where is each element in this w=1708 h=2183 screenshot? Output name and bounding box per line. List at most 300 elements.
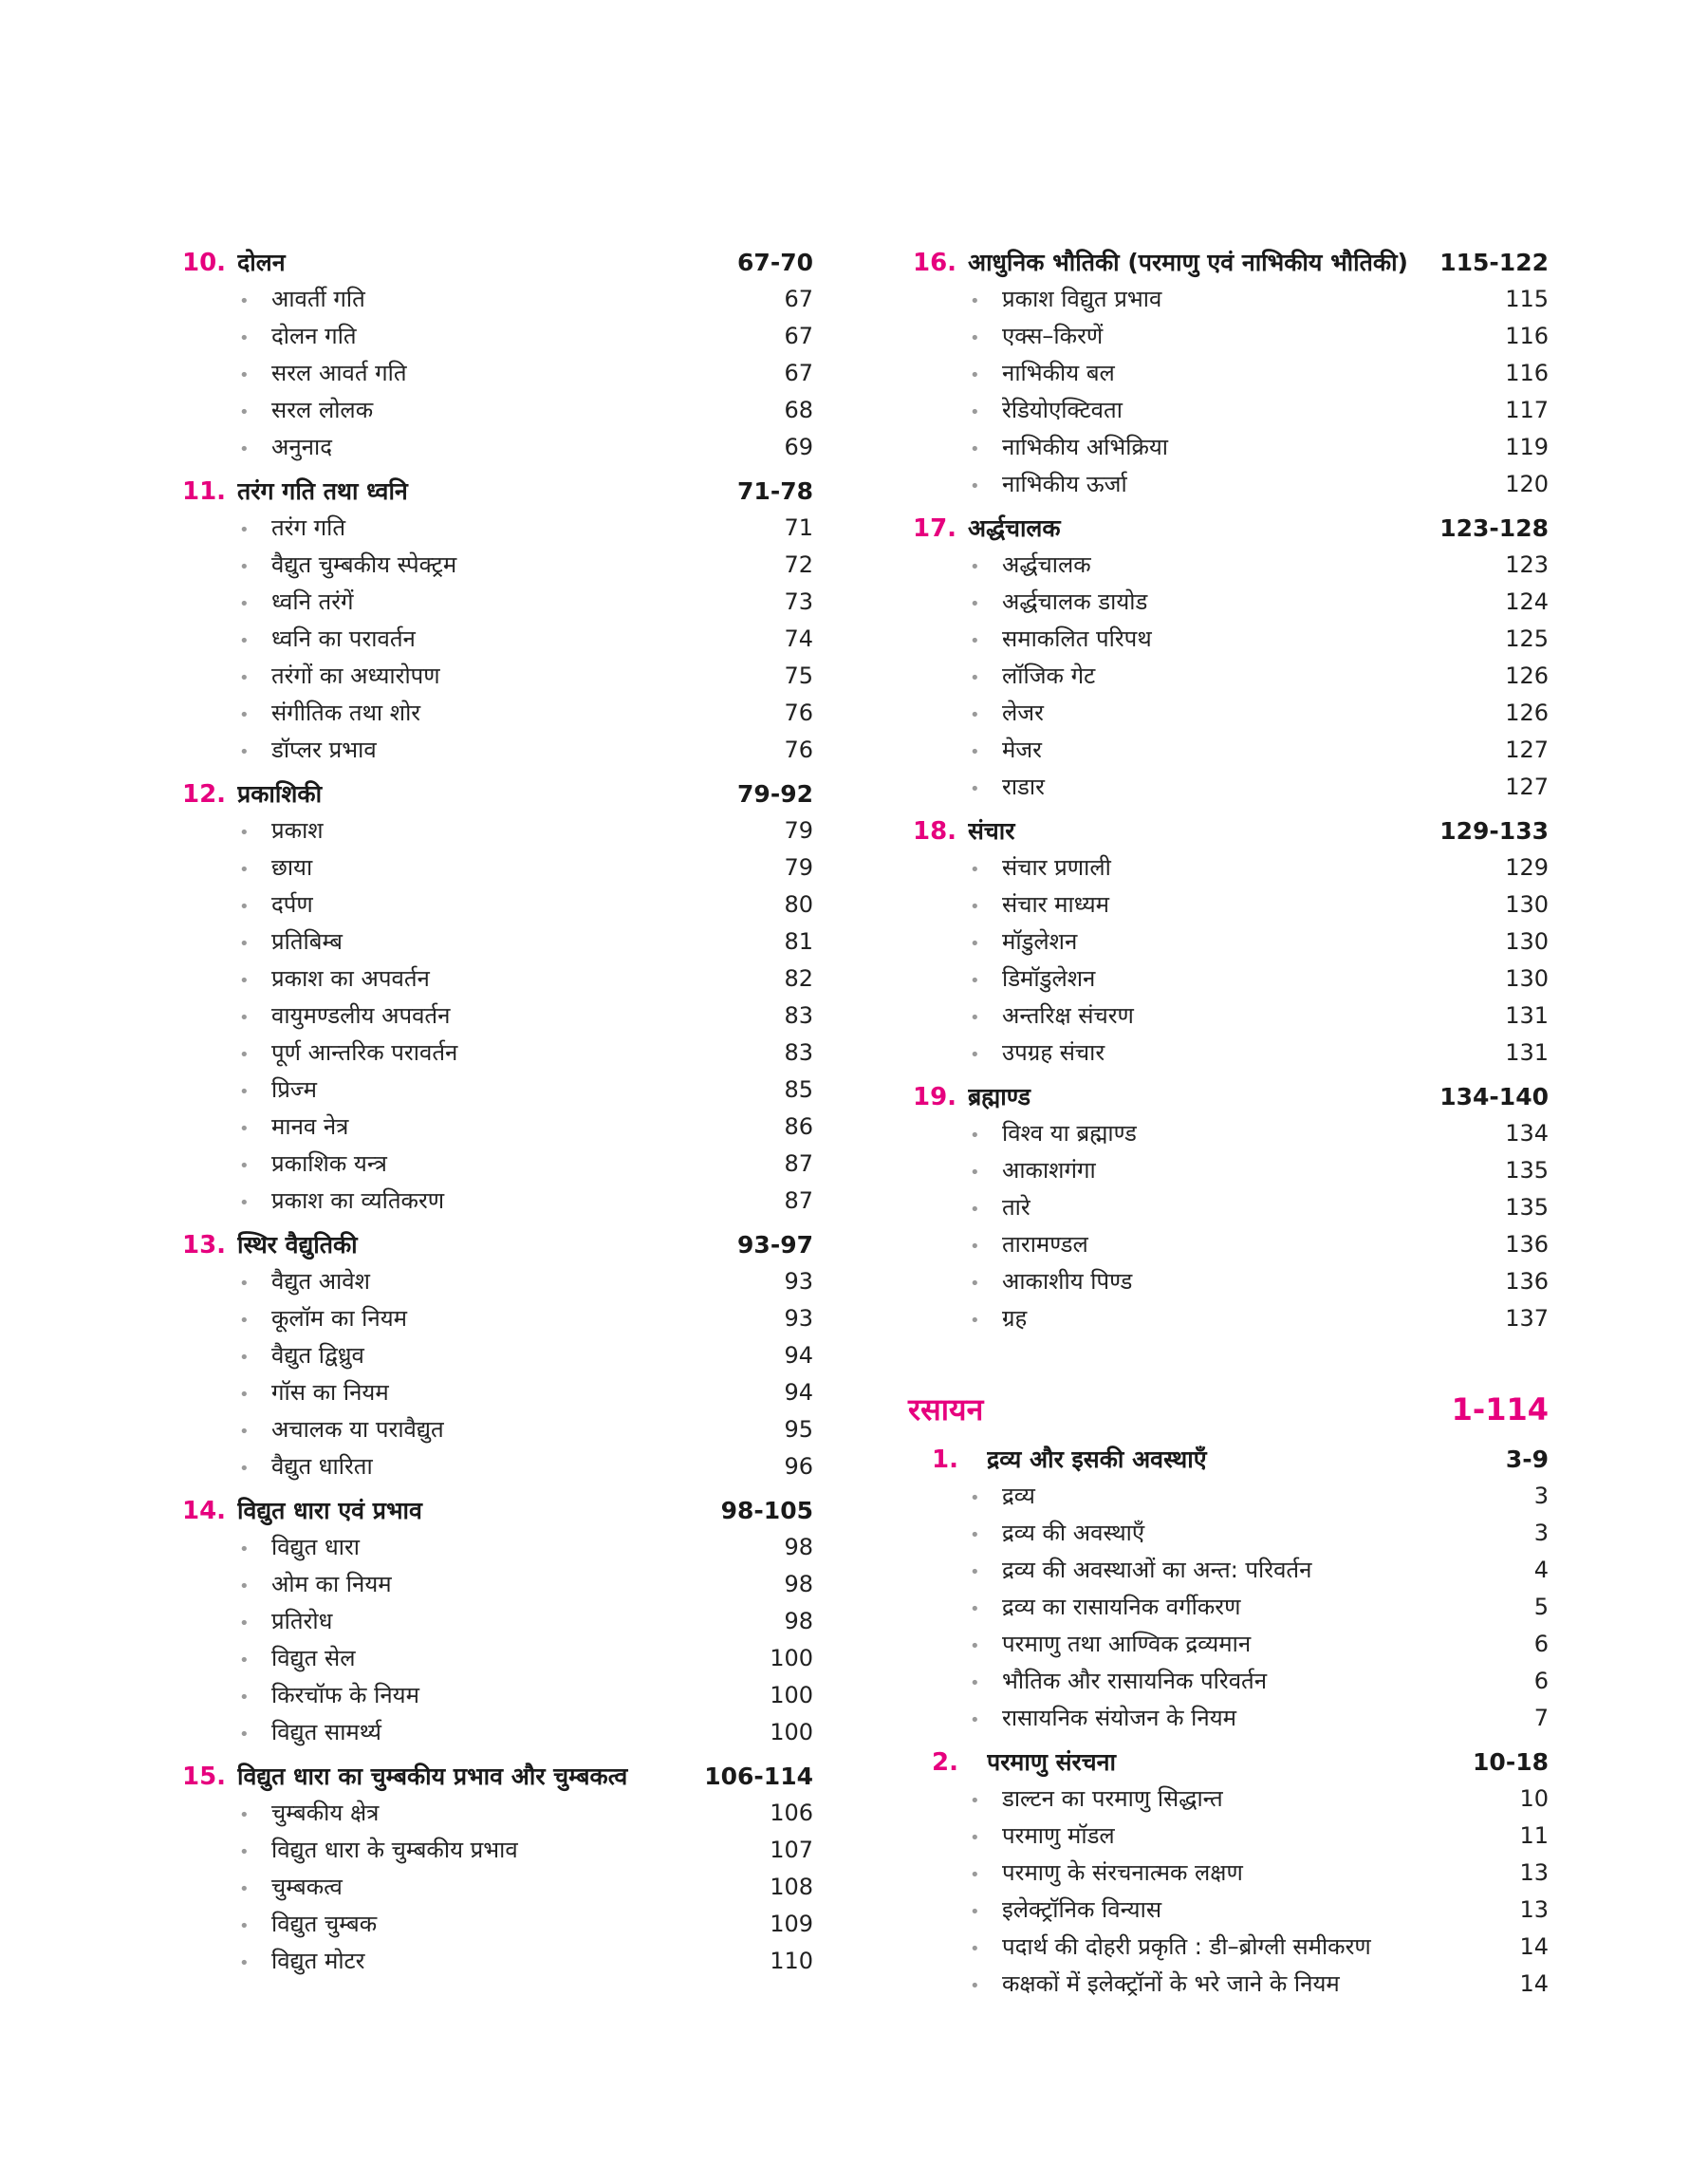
toc-item[interactable] <box>913 1700 1549 1737</box>
toc-item-page: 100 <box>770 1719 813 1745</box>
toc-item[interactable] <box>913 1478 1549 1515</box>
chapter-number: 18. <box>913 817 957 846</box>
chapter-number: 14. <box>182 1497 227 1525</box>
toc-item[interactable] <box>182 392 813 429</box>
toc-item[interactable] <box>182 510 813 547</box>
bullet-icon: • <box>239 1879 250 1899</box>
bullet-icon: • <box>970 1791 980 1811</box>
toc-item[interactable] <box>182 1374 813 1411</box>
bullet-icon: • <box>970 1126 980 1146</box>
chapter-pages: 106-114 <box>704 1763 813 1790</box>
toc-item[interactable] <box>913 1189 1549 1226</box>
bullet-icon: • <box>239 1119 250 1139</box>
toc-item-page: 75 <box>784 662 813 689</box>
toc-item[interactable] <box>182 1566 813 1603</box>
toc-item[interactable] <box>913 1663 1549 1700</box>
toc-item-page: 119 <box>1505 434 1549 460</box>
toc-item[interactable] <box>913 355 1549 392</box>
bullet-icon: • <box>239 934 250 954</box>
toc-item[interactable] <box>182 1263 813 1300</box>
toc-item[interactable] <box>182 1300 813 1337</box>
chapter-pages: 115-122 <box>1439 249 1549 276</box>
toc-item-page: 80 <box>784 891 813 918</box>
toc-item-page: 79 <box>784 854 813 881</box>
bullet-icon: • <box>970 1163 980 1183</box>
toc-item[interactable] <box>913 1152 1549 1189</box>
toc-item-page: 106 <box>770 1800 813 1826</box>
toc-item-page: 11 <box>1519 1822 1549 1849</box>
toc-item-page: 83 <box>784 1002 813 1029</box>
bullet-icon: • <box>239 402 250 422</box>
toc-item[interactable] <box>913 924 1549 961</box>
bullet-icon: • <box>970 934 980 954</box>
toc-item-page: 126 <box>1505 662 1549 689</box>
toc-item-page: 120 <box>1505 471 1549 497</box>
toc-item[interactable] <box>913 466 1549 503</box>
chapter-pages: 71-78 <box>737 477 813 505</box>
toc-item-title: नाभिकीय अभिक्रिया <box>1002 434 1169 460</box>
toc-item-title: विद्युत सामर्थ्य <box>271 1719 381 1745</box>
bullet-icon: • <box>970 476 980 496</box>
toc-item-title: द्रव्य <box>1002 1483 1035 1509</box>
toc-item[interactable] <box>182 1906 813 1943</box>
toc-item[interactable] <box>913 1855 1549 1892</box>
toc-item-title: विद्युत सेल <box>271 1645 356 1671</box>
toc-item[interactable] <box>182 998 813 1035</box>
section-pages: 1-114 <box>1451 1391 1549 1427</box>
bullet-icon: • <box>239 594 250 614</box>
toc-item-page: 136 <box>1505 1231 1549 1258</box>
toc-item[interactable] <box>913 584 1549 621</box>
toc-item-title: कक्षकों में इलेक्ट्रॉनों के भरे जाने के नियम <box>1002 1970 1340 1997</box>
bullet-icon: • <box>239 1311 250 1331</box>
toc-item-page: 87 <box>784 1187 813 1214</box>
toc-item-title: तरंगों का अध्यारोपण <box>271 662 440 689</box>
toc-item-title: मानव नेत्र <box>271 1113 349 1140</box>
toc-item[interactable] <box>913 1929 1549 1966</box>
toc-item-page: 100 <box>770 1645 813 1671</box>
chapter-title: तरंग गति तथा ध्वनि <box>237 477 408 505</box>
toc-item-page: 76 <box>784 700 813 726</box>
toc-item-page: 134 <box>1505 1120 1549 1147</box>
toc-item-page: 71 <box>784 514 813 541</box>
toc-item-title: छाया <box>271 854 313 881</box>
toc-item-page: 68 <box>784 397 813 423</box>
toc-item-title: इलेक्ट्रॉनिक विन्यास <box>1002 1896 1162 1923</box>
toc-item-page: 130 <box>1505 965 1549 992</box>
chapter-number: 12. <box>182 780 227 809</box>
section-heading[interactable] <box>908 1385 1549 1434</box>
toc-item-page: 110 <box>770 1948 813 1974</box>
bullet-icon: • <box>970 1865 980 1885</box>
bullet-icon: • <box>239 1805 250 1825</box>
toc-item-title: डिमॉडुलेशन <box>1002 965 1096 992</box>
bullet-icon: • <box>239 439 250 459</box>
toc-item[interactable] <box>182 961 813 998</box>
chapter-pages: 129-133 <box>1439 817 1549 845</box>
toc-item-page: 85 <box>784 1076 813 1103</box>
bullet-icon: • <box>970 557 980 577</box>
toc-item[interactable] <box>182 1072 813 1109</box>
toc-item-title: तरंग गति <box>271 514 346 541</box>
toc-item[interactable] <box>182 1943 813 1980</box>
bullet-icon: • <box>970 1200 980 1220</box>
toc-item[interactable] <box>913 961 1549 998</box>
chapter-number: 1. <box>932 1446 958 1474</box>
chapter-pages: 79-92 <box>737 780 813 808</box>
bullet-icon: • <box>239 328 250 348</box>
toc-item[interactable] <box>913 998 1549 1035</box>
toc-item[interactable] <box>182 1183 813 1220</box>
bullet-icon: • <box>239 1348 250 1368</box>
toc-item-title: द्रव्य की अवस्थाएँ <box>1002 1520 1145 1546</box>
toc-item-title: दोलन गति <box>271 323 357 349</box>
toc-item-page: 87 <box>784 1150 813 1177</box>
toc-item[interactable] <box>913 769 1549 806</box>
chapter-heading[interactable] <box>913 813 1549 849</box>
toc-item-title: अर्द्धचालक <box>1002 551 1091 578</box>
toc-item-title: सरल लोलक <box>271 397 374 423</box>
toc-item-page: 131 <box>1505 1002 1549 1029</box>
toc-item-page: 127 <box>1505 774 1549 800</box>
toc-item-page: 94 <box>784 1342 813 1369</box>
toc-item-title: लॉजिक गेट <box>1002 662 1096 689</box>
toc-item-page: 123 <box>1505 551 1549 578</box>
bullet-icon: • <box>970 291 980 311</box>
chapter-pages: 98-105 <box>720 1497 813 1524</box>
toc-item[interactable] <box>913 732 1549 769</box>
toc-item-title: वैद्युत चुम्बकीय स्पेक्ट्रम <box>271 551 457 578</box>
toc-item-title: प्रकाश विद्युत प्रभाव <box>1002 286 1162 312</box>
chapter-number: 13. <box>182 1231 227 1259</box>
toc-item[interactable] <box>913 1515 1549 1552</box>
bullet-icon: • <box>239 631 250 651</box>
bullet-icon: • <box>239 1274 250 1294</box>
toc-item-title: ध्वनि का परावर्तन <box>271 625 416 652</box>
toc-item-title: अनुनाद <box>271 434 332 460</box>
bullet-icon: • <box>239 1688 250 1707</box>
toc-item-title: चुम्बकीय क्षेत्र <box>271 1800 380 1826</box>
toc-item[interactable] <box>182 1109 813 1146</box>
toc-item[interactable] <box>182 1603 813 1640</box>
bullet-icon: • <box>239 1725 250 1745</box>
toc-item[interactable] <box>913 1589 1549 1626</box>
toc-item-page: 129 <box>1505 854 1549 881</box>
toc-item-title: पूर्ण आन्तरिक परावर्तन <box>271 1039 458 1066</box>
bullet-icon: • <box>239 520 250 540</box>
bullet-icon: • <box>239 897 250 917</box>
bullet-icon: • <box>970 1673 980 1693</box>
bullet-icon: • <box>239 1651 250 1670</box>
chapter-pages: 67-70 <box>737 249 813 276</box>
chapter-pages: 3-9 <box>1505 1446 1549 1473</box>
toc-item-page: 135 <box>1505 1194 1549 1221</box>
toc-item[interactable] <box>182 1832 813 1869</box>
toc-item-title: प्रकाश का अपवर्तन <box>271 965 430 992</box>
toc-item-title: कूलॉम का नियम <box>271 1305 407 1332</box>
bullet-icon: • <box>970 365 980 385</box>
chapter-number: 15. <box>182 1763 227 1791</box>
toc-item-page: 98 <box>784 1534 813 1560</box>
toc-item-page: 6 <box>1533 1631 1549 1657</box>
toc-item-page: 127 <box>1505 737 1549 763</box>
toc-item-page: 93 <box>784 1268 813 1295</box>
toc-item[interactable] <box>182 658 813 695</box>
toc-item-title: समाकलित परिपथ <box>1002 625 1152 652</box>
toc-item[interactable] <box>913 886 1549 924</box>
toc-item[interactable] <box>913 1552 1549 1589</box>
chapter-heading[interactable] <box>913 245 1549 281</box>
bullet-icon: • <box>239 668 250 688</box>
toc-item[interactable] <box>182 695 813 732</box>
chapter-title: स्थिर वैद्युतिकी <box>237 1231 358 1259</box>
toc-item[interactable] <box>913 1966 1549 2003</box>
bullet-icon: • <box>239 742 250 762</box>
toc-item-page: 74 <box>784 625 813 652</box>
toc-item-title: पदार्थ की दोहरी प्रकृति : डी–ब्रोग्ली समीकरण <box>1002 1933 1371 1960</box>
bullet-icon: • <box>970 402 980 422</box>
bullet-icon: • <box>239 291 250 311</box>
bullet-icon: • <box>239 1193 250 1213</box>
toc-item[interactable] <box>913 1818 1549 1855</box>
toc-item-title: मॉडुलेशन <box>1002 928 1078 955</box>
bullet-icon: • <box>239 557 250 577</box>
bullet-icon: • <box>970 1045 980 1065</box>
bullet-icon: • <box>970 631 980 651</box>
toc-item[interactable] <box>182 1529 813 1566</box>
toc-item[interactable] <box>913 695 1549 732</box>
toc-item[interactable] <box>182 429 813 466</box>
bullet-icon: • <box>239 1539 250 1559</box>
toc-item[interactable] <box>182 732 813 769</box>
toc-item[interactable] <box>182 886 813 924</box>
bullet-icon: • <box>970 1599 980 1619</box>
toc-item-title: अचालक या परावैद्युत <box>271 1416 444 1443</box>
toc-item-page: 13 <box>1519 1896 1549 1923</box>
chapter-heading[interactable] <box>913 1442 1549 1478</box>
toc-item[interactable] <box>182 1146 813 1183</box>
bullet-icon: • <box>970 1902 980 1922</box>
toc-item-page: 96 <box>784 1453 813 1480</box>
toc-item[interactable] <box>913 1626 1549 1663</box>
bullet-icon: • <box>239 1916 250 1936</box>
chapter-heading[interactable] <box>913 1745 1549 1781</box>
toc-item[interactable] <box>182 621 813 658</box>
toc-item[interactable] <box>182 1448 813 1485</box>
chapter-heading[interactable] <box>182 474 813 510</box>
toc-item-title: आकाशगंगा <box>1002 1157 1096 1184</box>
toc-item-page: 135 <box>1505 1157 1549 1184</box>
toc-item[interactable] <box>182 1677 813 1714</box>
bullet-icon: • <box>970 705 980 725</box>
toc-item[interactable] <box>913 429 1549 466</box>
toc-item-page: 98 <box>784 1571 813 1597</box>
toc-item-title: नाभिकीय बल <box>1002 360 1115 386</box>
toc-item-title: संगीतिक तथा शोर <box>271 700 421 726</box>
toc-item[interactable] <box>182 1411 813 1448</box>
toc-item-page: 116 <box>1505 323 1549 349</box>
toc-item-title: आकाशीय पिण्ड <box>1002 1268 1133 1295</box>
toc-item-title: विद्युत धारा <box>271 1534 360 1560</box>
bullet-icon: • <box>970 328 980 348</box>
toc-item-page: 86 <box>784 1113 813 1140</box>
toc-item-page: 69 <box>784 434 813 460</box>
toc-item[interactable] <box>913 281 1549 318</box>
toc-item-page: 81 <box>784 928 813 955</box>
toc-item-page: 109 <box>770 1911 813 1937</box>
toc-item-title: संचार प्रणाली <box>1002 854 1111 881</box>
toc-item-title: संचार माध्यम <box>1002 891 1109 918</box>
toc-item[interactable] <box>913 1226 1549 1263</box>
toc-item-title: ओम का नियम <box>271 1571 392 1597</box>
toc-item-page: 6 <box>1533 1668 1549 1694</box>
toc-item-title: वैद्युत धारिता <box>271 1453 373 1480</box>
chapter-heading[interactable] <box>182 1493 813 1529</box>
chapter-number: 16. <box>913 249 957 277</box>
chapter-title: आधुनिक भौतिकी (परमाणु एवं नाभिकीय भौतिकी) <box>968 249 1408 276</box>
toc-item-title: विद्युत चुम्बक <box>271 1911 378 1937</box>
toc-item[interactable] <box>182 1869 813 1906</box>
chapter-heading[interactable] <box>182 776 813 812</box>
bullet-icon: • <box>239 1842 250 1862</box>
toc-item[interactable] <box>913 1115 1549 1152</box>
toc-item[interactable] <box>913 849 1549 886</box>
toc-item[interactable] <box>182 1035 813 1072</box>
toc-item[interactable] <box>913 658 1549 695</box>
toc-item[interactable] <box>913 621 1549 658</box>
toc-item-title: सरल आवर्त गति <box>271 360 407 386</box>
bullet-icon: • <box>970 897 980 917</box>
bullet-icon: • <box>970 779 980 799</box>
toc-item-title: परमाणु मॉडल <box>1002 1822 1115 1849</box>
toc-item[interactable] <box>182 924 813 961</box>
toc-item-title: वैद्युत आवेश <box>271 1268 370 1295</box>
toc-item[interactable] <box>182 812 813 849</box>
bullet-icon: • <box>970 1976 980 1996</box>
toc-item-page: 13 <box>1519 1859 1549 1886</box>
chapter-heading[interactable] <box>913 1079 1549 1115</box>
toc-item-page: 72 <box>784 551 813 578</box>
toc-item-title: नाभिकीय ऊर्जा <box>1002 471 1127 497</box>
toc-item[interactable] <box>913 1035 1549 1072</box>
toc-item[interactable] <box>182 849 813 886</box>
toc-item-page: 94 <box>784 1379 813 1406</box>
bullet-icon: • <box>970 668 980 688</box>
bullet-icon: • <box>970 860 980 880</box>
toc-item-title: द्रव्य का रासायनिक वर्गीकरण <box>1002 1594 1241 1620</box>
chapter-heading[interactable] <box>913 511 1549 547</box>
chapter-title: प्रकाशिकी <box>237 780 323 808</box>
toc-item[interactable] <box>182 355 813 392</box>
bullet-icon: • <box>239 1045 250 1065</box>
bullet-icon: • <box>239 1614 250 1633</box>
toc-item[interactable] <box>182 1337 813 1374</box>
chapter-number: 17. <box>913 514 957 543</box>
toc-item-title: प्रतिरोध <box>271 1608 333 1634</box>
toc-item-title: मेजर <box>1002 737 1042 763</box>
toc-item[interactable] <box>182 584 813 621</box>
toc-item-title: तारामण्डल <box>1002 1231 1088 1258</box>
toc-item-title: परमाणु के संरचनात्मक लक्षण <box>1002 1859 1243 1886</box>
toc-item[interactable] <box>913 318 1549 355</box>
toc-item-page: 83 <box>784 1039 813 1066</box>
toc-item-page: 14 <box>1519 1933 1549 1960</box>
chapter-number: 19. <box>913 1083 957 1111</box>
chapter-title: विद्युत धारा का चुम्बकीय प्रभाव और चुम्बकत्व <box>237 1763 628 1790</box>
bullet-icon: • <box>970 439 980 459</box>
toc-item[interactable] <box>182 1795 813 1832</box>
toc-item[interactable] <box>182 318 813 355</box>
toc-item[interactable] <box>913 1300 1549 1337</box>
bullet-icon: • <box>970 1008 980 1028</box>
toc-item-page: 3 <box>1533 1520 1549 1546</box>
chapter-heading[interactable] <box>182 1759 813 1795</box>
toc-item[interactable] <box>182 281 813 318</box>
toc-left-column <box>182 245 813 1980</box>
toc-item-title: द्रव्य की अवस्थाओं का अन्त: परिवर्तन <box>1002 1557 1312 1583</box>
toc-item[interactable] <box>913 1263 1549 1300</box>
toc-item-page: 93 <box>784 1305 813 1332</box>
bullet-icon: • <box>239 1422 250 1442</box>
chapter-title: द्रव्य और इसकी अवस्थाएँ <box>987 1446 1207 1473</box>
toc-item[interactable] <box>182 547 813 584</box>
toc-item-title: राडार <box>1002 774 1045 800</box>
toc-item-page: 117 <box>1505 397 1549 423</box>
toc-item[interactable] <box>913 392 1549 429</box>
toc-item-title: उपग्रह संचार <box>1002 1039 1105 1066</box>
bullet-icon: • <box>970 1311 980 1331</box>
toc-item-page: 116 <box>1505 360 1549 386</box>
toc-item-page: 67 <box>784 323 813 349</box>
toc-item-title: प्रकाश <box>271 817 324 844</box>
toc-item-title: डॉप्लर प्रभाव <box>271 737 377 763</box>
toc-item-page: 3 <box>1533 1483 1549 1509</box>
chapter-title: संचार <box>968 817 1015 845</box>
bullet-icon: • <box>970 971 980 991</box>
bullet-icon: • <box>970 1488 980 1508</box>
toc-item-page: 95 <box>784 1416 813 1443</box>
toc-item-title: दर्पण <box>271 891 313 918</box>
bullet-icon: • <box>239 1008 250 1028</box>
chapter-title: ब्रह्माण्ड <box>968 1083 1031 1110</box>
toc-item-page: 73 <box>784 588 813 615</box>
toc-item-title: रासायनिक संयोजन के नियम <box>1002 1705 1236 1731</box>
toc-item-title: विद्युत मोटर <box>271 1948 365 1974</box>
chapter-heading[interactable] <box>182 245 813 281</box>
toc-item-title: रेडियोएक्टिवता <box>1002 397 1123 423</box>
toc-item-title: ध्वनि तरंगें <box>271 588 354 615</box>
toc-item-page: 137 <box>1505 1305 1549 1332</box>
toc-item[interactable] <box>182 1714 813 1751</box>
toc-item-page: 4 <box>1533 1557 1549 1583</box>
toc-item-title: वायुमण्डलीय अपवर्तन <box>271 1002 451 1029</box>
toc-item-title: अर्द्धचालक डायोड <box>1002 588 1148 615</box>
toc-item[interactable] <box>913 1781 1549 1818</box>
toc-item-title: विश्व या ब्रह्माण्ड <box>1002 1120 1137 1147</box>
bullet-icon: • <box>970 742 980 762</box>
bullet-icon: • <box>239 1082 250 1102</box>
chapter-title: दोलन <box>237 249 286 276</box>
chapter-title: विद्युत धारा एवं प्रभाव <box>237 1497 422 1524</box>
chapter-number: 10. <box>182 249 227 277</box>
section-title: रसायन <box>908 1391 984 1427</box>
toc-right-column <box>908 245 1549 2003</box>
toc-item[interactable] <box>913 547 1549 584</box>
toc-item-page: 14 <box>1519 1970 1549 1997</box>
toc-item[interactable] <box>182 1640 813 1677</box>
toc-item[interactable] <box>913 1892 1549 1929</box>
chapter-heading[interactable] <box>182 1227 813 1263</box>
